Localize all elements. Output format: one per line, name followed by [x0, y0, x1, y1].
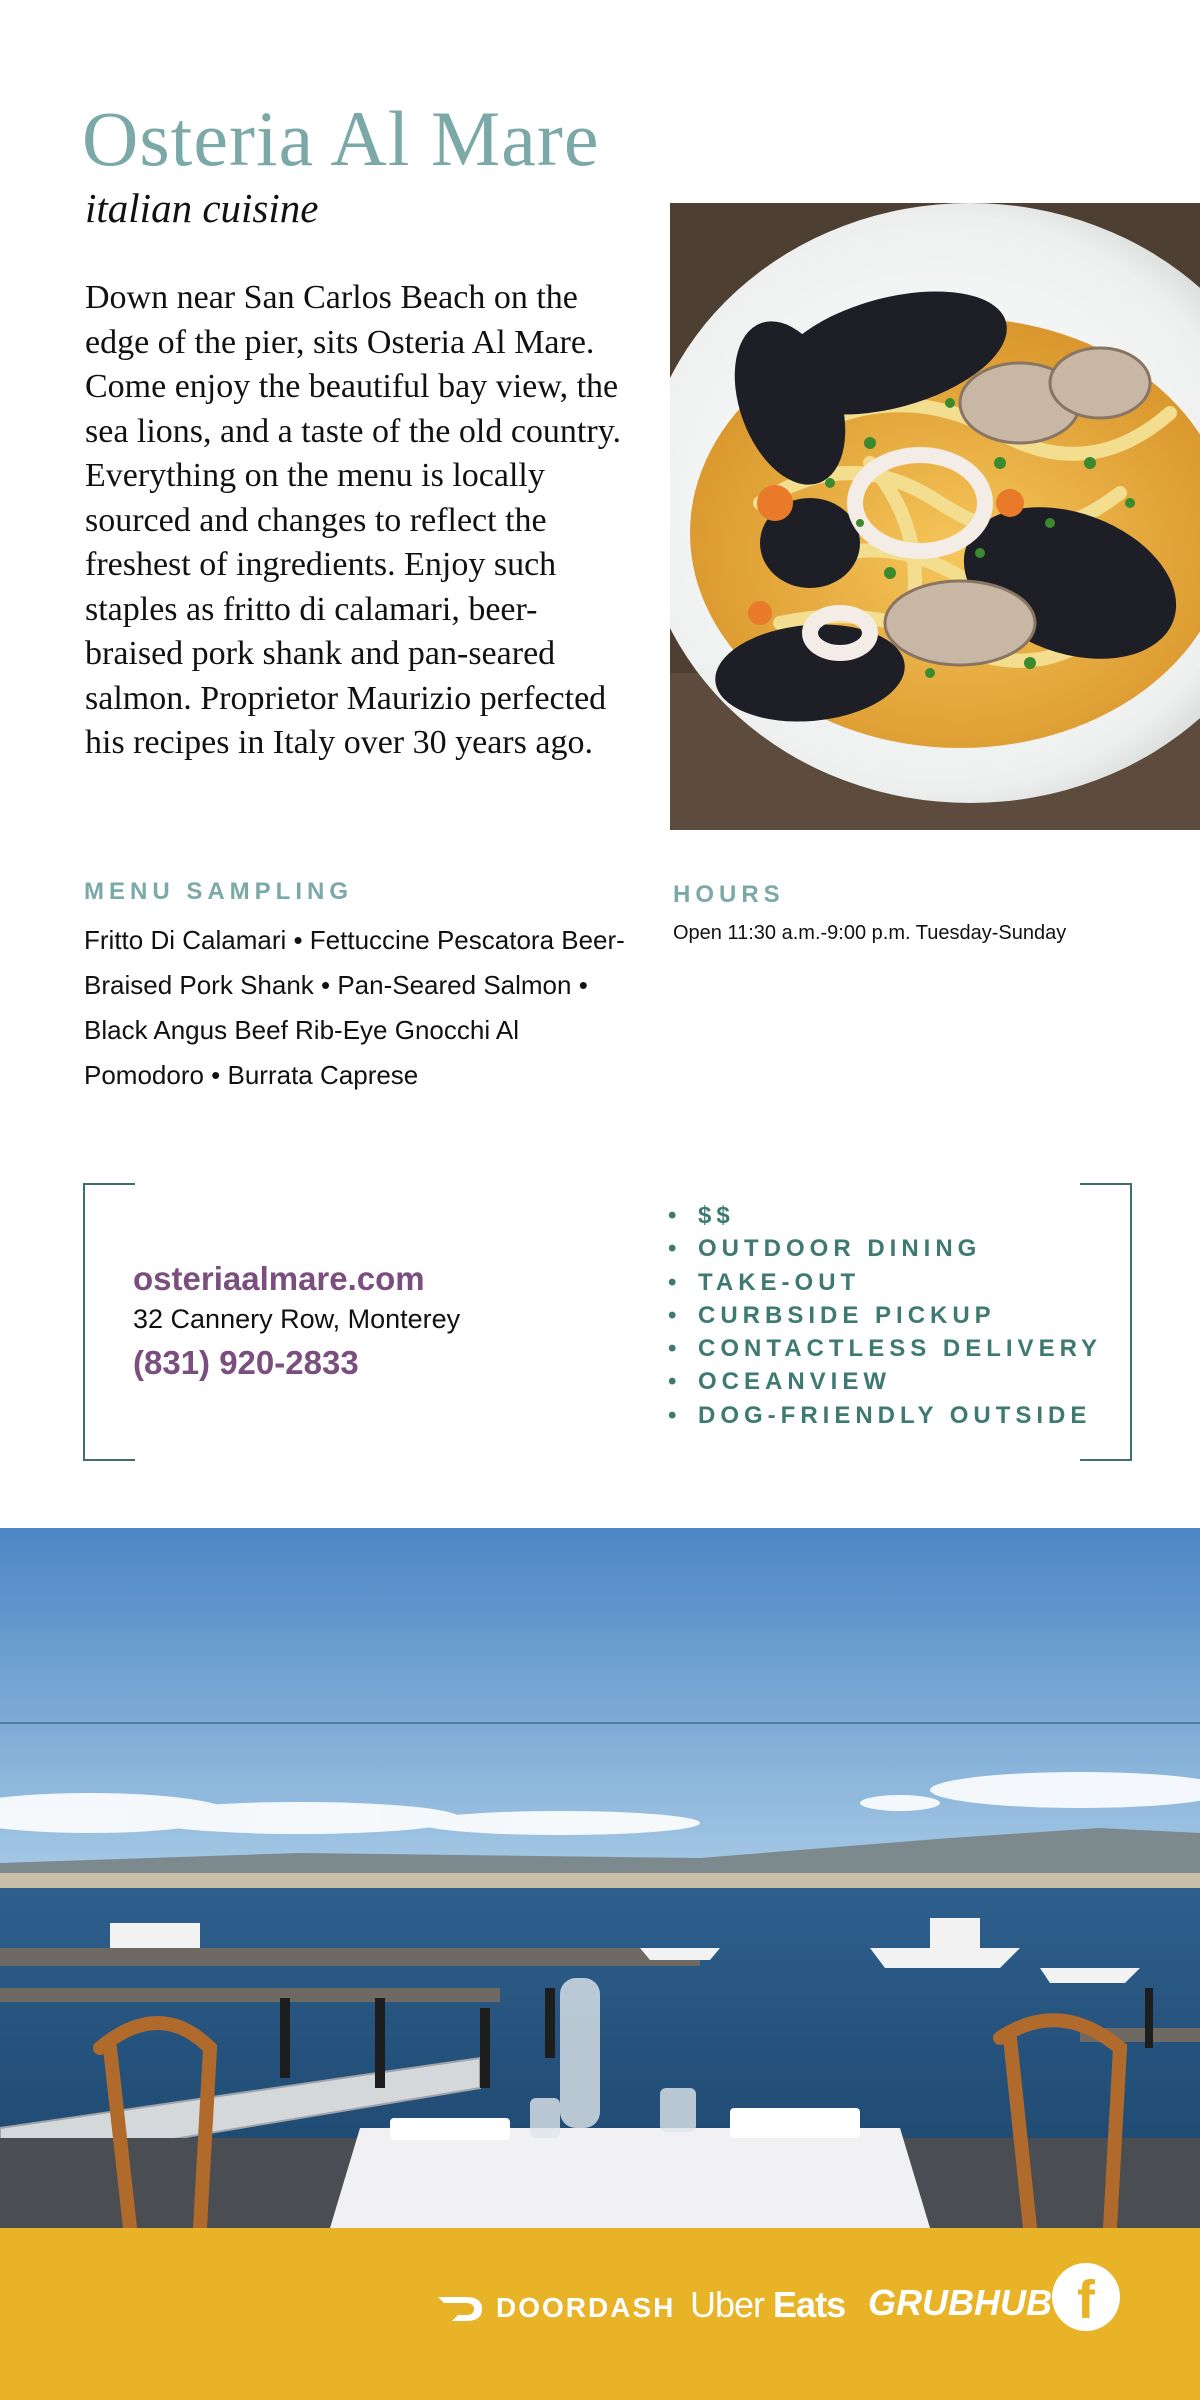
feature-label: CURBSIDE PICKUP — [698, 1301, 996, 1329]
doordash-link[interactable] — [436, 2283, 675, 2333]
feature-item — [668, 1332, 1102, 1365]
harbor-scene-illustration — [0, 1528, 1200, 2228]
ubereats-uber: Uber — [690, 2284, 765, 2325]
feature-label: $$ — [698, 1202, 735, 1229]
feature-label: DOG-FRIENDLY OUTSIDE — [698, 1401, 1092, 1429]
ubereats-eats: Eats — [773, 2284, 846, 2325]
feature-bullet: • — [668, 1401, 677, 1429]
ubereats-link[interactable] — [690, 2284, 845, 2326]
website-link[interactable]: osteriaalmare.com — [133, 1260, 425, 1297]
right-bracket-frame — [1080, 1183, 1132, 1461]
facebook-f-glyph: f — [1077, 2270, 1095, 2330]
hours-text: Open 11:30 a.m.-9:00 p.m. Tuesday-Sunday — [673, 922, 1067, 944]
feature-item — [668, 1199, 1102, 1232]
intro-paragraph: Down near San Carlos Beach on the edge of the pier, sits Osteria Al Mare. Come enjoy the beautiful bay view, the sea lions, and a taste of the old country. Everything on the menu is locally sourced and changes to reflect the freshest of ingredients. Enjoy such staples as fritto di calamari, beer-braised pork shank and pan-seared salmon. Proprietor Maurizio perfected his recipes in Italy over 30 years ago. — [85, 279, 621, 761]
phone-link[interactable]: (831) 920-2833 — [133, 1344, 359, 1381]
grubhub-label: GRUBHUB — [868, 2282, 1052, 2323]
address: 32 Cannery Row, Monterey — [133, 1304, 461, 1334]
feature-item — [668, 1365, 1102, 1398]
bay-view-photo — [0, 1528, 1200, 2228]
food-photo — [670, 203, 1200, 830]
menu-sampling-list: Fritto Di Calamari • Fettuccine Pescatora Beer-Braised Pork Shank • Pan-Seared Salmon • Black Angus Beef Rib-Eye Gnocchi Al Pomodoro • Burrata Caprese — [84, 925, 625, 1090]
hours-heading: HOURS — [673, 881, 785, 908]
seafood-pasta-illustration — [670, 203, 1200, 830]
feature-item — [668, 1266, 1102, 1299]
feature-label: CONTACTLESS DELIVERY — [698, 1335, 1103, 1363]
feature-item — [668, 1299, 1102, 1332]
features-list — [668, 1199, 1102, 1432]
feature-label: OUTDOOR DINING — [698, 1235, 982, 1263]
grubhub-link[interactable] — [868, 2282, 1064, 2324]
feature-label: TAKE-OUT — [698, 1268, 861, 1296]
doordash-label: DOORDASH — [496, 2292, 676, 2323]
feature-bullet: • — [668, 1301, 677, 1329]
feature-item — [668, 1232, 1102, 1265]
facebook-icon[interactable] — [1052, 2263, 1120, 2331]
doordash-logo-icon — [436, 2293, 486, 2323]
menu-sampling-heading: MENU SAMPLING — [84, 878, 353, 905]
feature-bullet: • — [668, 1335, 677, 1363]
feature-bullet: • — [668, 1368, 677, 1396]
feature-bullet: • — [668, 1268, 677, 1296]
left-bracket-frame — [83, 1183, 135, 1461]
feature-bullet: • — [668, 1202, 677, 1229]
feature-label: OCEANVIEW — [698, 1368, 892, 1396]
restaurant-name: Osteria Al Mare — [82, 95, 600, 182]
feature-bullet: • — [668, 1235, 677, 1263]
cuisine-subtitle: italian cuisine — [85, 185, 319, 231]
feature-item — [668, 1399, 1102, 1432]
